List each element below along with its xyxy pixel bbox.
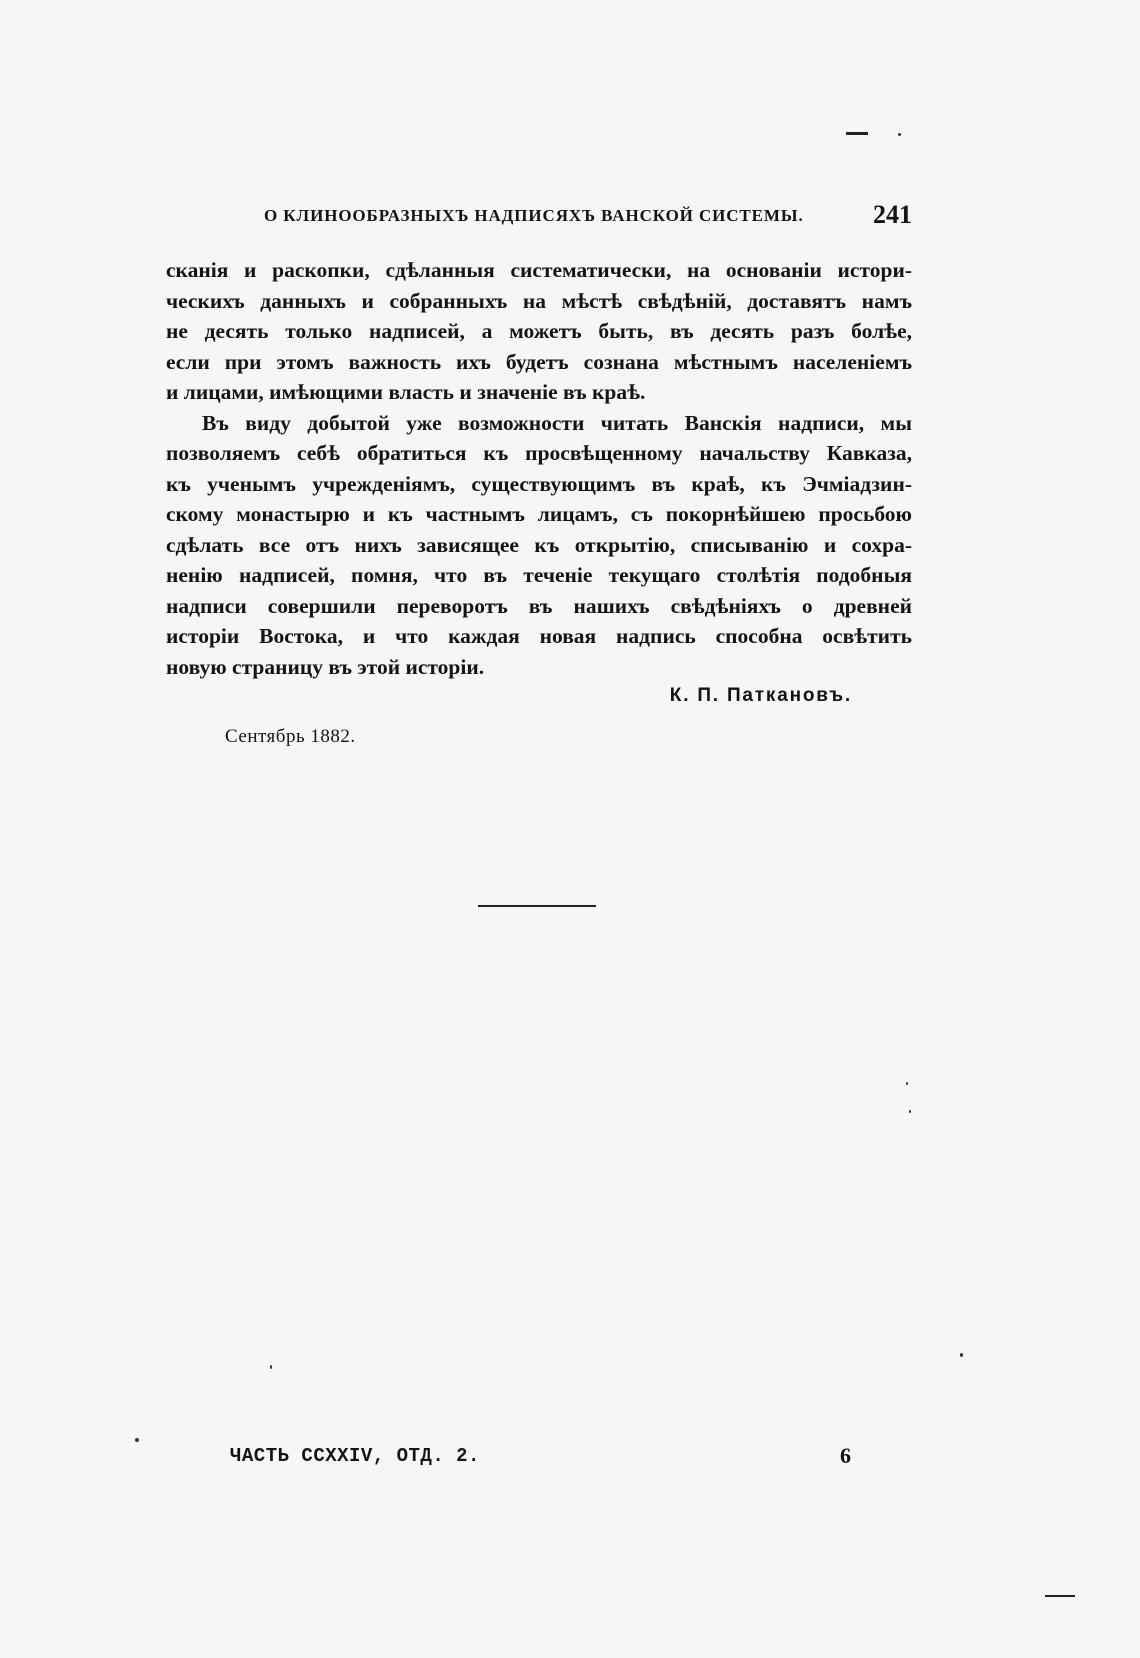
scan-artifact-speck	[270, 1365, 272, 1369]
text-line: и лицами, имѣющими власть и значеніе въ краѣ.	[166, 380, 646, 404]
scan-artifact-speck	[898, 133, 901, 136]
date-line: Сентябрь 1882.	[225, 726, 356, 747]
text-line: если при этомъ важность ихъ будетъ сознана мѣстнымъ населеніемъ	[166, 349, 912, 374]
text-line: не десять только надписей, а можетъ быть, въ десять разъ болѣе,	[166, 319, 912, 343]
scan-artifact-mark	[1045, 1595, 1075, 1597]
paragraph-1	[166, 255, 912, 408]
text-line: ненію надписей, помня, что въ теченіе текущаго столѣтія подобныя	[166, 563, 912, 587]
body-text	[166, 255, 912, 682]
text-line: сканія и раскопки, сдѣланныя систематически, на основаніи истори-	[166, 258, 912, 282]
footer-signature-mark: 6	[840, 1443, 851, 1468]
paragraph-2	[166, 408, 912, 683]
scan-artifact-speck	[135, 1438, 139, 1442]
text-line: ческихъ данныхъ и собранныхъ на мѣстѣ свѣдѣній, доставятъ намъ	[166, 288, 912, 313]
scan-artifact-speck	[960, 1353, 963, 1357]
text-line: новую страницу въ этой исторіи.	[166, 654, 485, 679]
text-line: Въ виду добытой уже возможности читать Ванскія надписи, мы	[202, 410, 912, 435]
scan-artifact-mark	[846, 132, 868, 135]
section-separator	[478, 905, 596, 907]
text-line: скому монастырю и къ частнымъ лицамъ, съ покорнѣйшею просьбою	[166, 502, 912, 526]
scan-artifact-speck	[906, 1082, 908, 1085]
text-line: исторіи Востока, и что каждая новая надпись способна освѣтить	[166, 624, 912, 648]
text-line: сдѣлать все отъ нихъ зависящее къ открытію, списыванію и сохра-	[166, 532, 912, 557]
running-title: О КЛИНООБРАЗНЫХЪ НАДПИСЯХЪ ВАНСКОЙ СИСТЕМЫ.	[264, 206, 804, 225]
scan-artifact-speck	[909, 1110, 911, 1113]
text-line: надписи совершили переворотъ въ нашихъ свѣдѣніяхъ о древней	[166, 593, 912, 618]
footer-volume-label: ЧАСТЬ CCXXIV, ОТД. 2.	[230, 1445, 480, 1467]
text-line: позволяемъ себѣ обратиться къ просвѣщенному начальству Кавказа,	[166, 441, 912, 465]
text-line: къ ученымъ учрежденіямъ, существующимъ въ краѣ, къ Эчміадзин-	[166, 471, 912, 496]
running-header	[264, 200, 912, 232]
author-signature: К. П. Паткановъ.	[669, 685, 852, 706]
page-number: 241	[873, 200, 912, 229]
